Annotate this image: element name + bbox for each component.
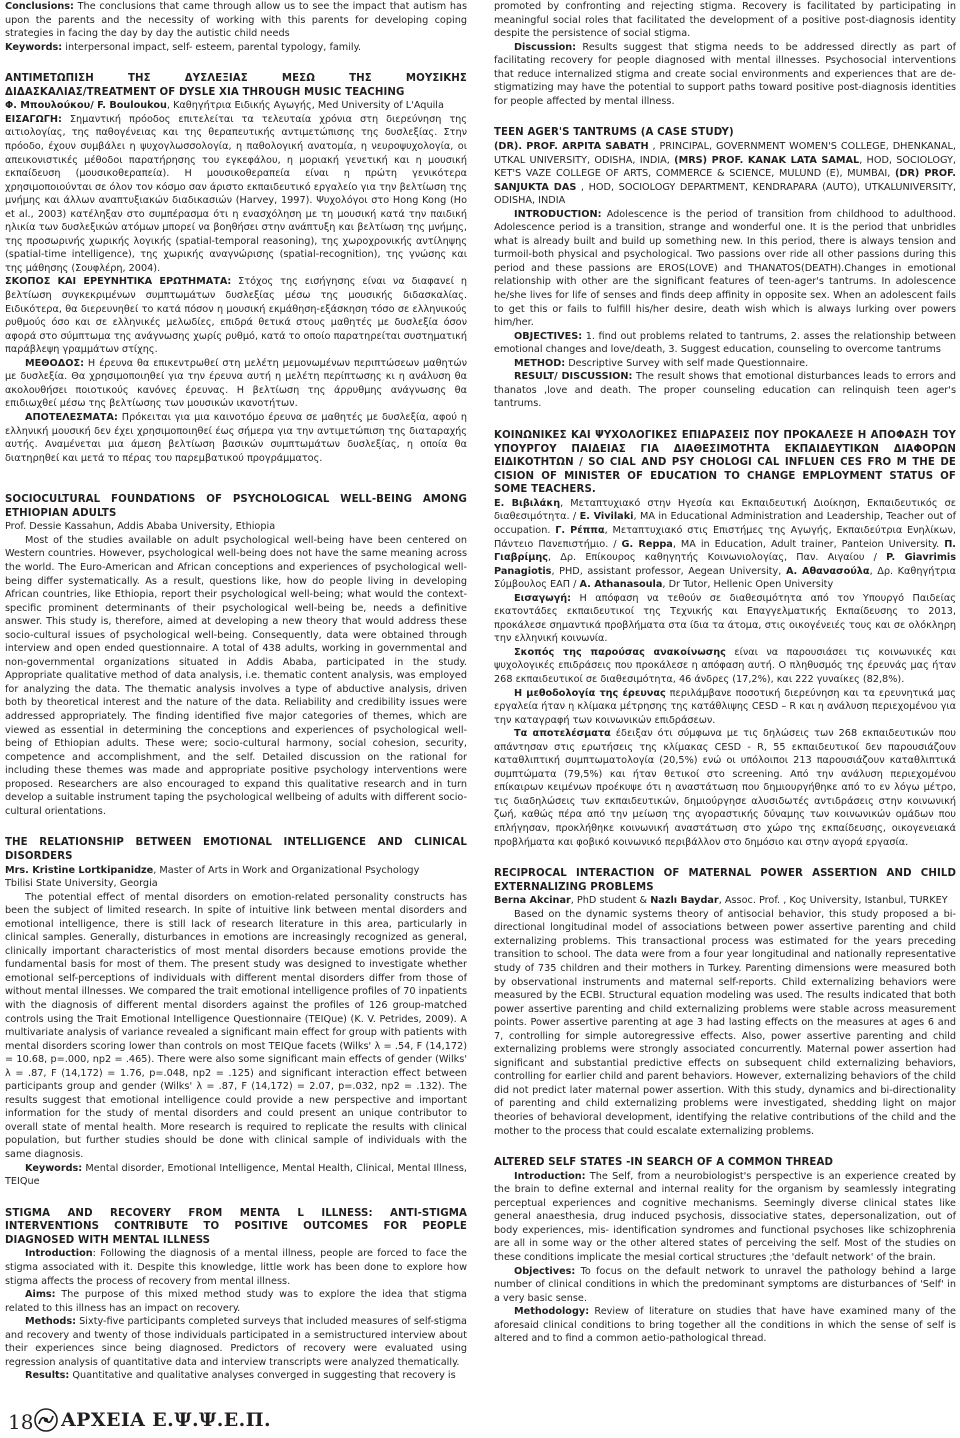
social-author-segment: , Μεταπτυχιακό στην Ηγεσία και Εκπαιδευτική Διοίκηση, Εκπαιδευτικός σε διαθεσιμότητα. / <box>494 497 956 523</box>
social-author-segment: P. Giavrimis Panagiotis <box>494 552 957 577</box>
stigma-discussion: Discussion: Results suggest that stigma needs to be addressed directly as part of facilitating recovery for people diagnosed with mental illnesses. Psychosocial interventions that reduce internalized stigma and create social environments and experiences that are de-stigmatizing may have the potential to support paths toward positive post-diagnosis identities for people affected by mental illness. <box>494 41 956 107</box>
journal-name: ΑΡΧΕΙΑ Ε.Ψ.Ψ.Ε.Π. <box>61 1409 271 1431</box>
music-title: ΑΝΤΙΜΕΤΩΠΙΣΗ ΤΗΣ ΔΥΣΛΕΞΙΑΣ ΜΕΣΩ ΤΗΣ ΜΟΥΣΙΚΗΣ ΔΙΔΑΣΚΑΛΙΑΣ/TREATMENT OF DYSLE XIA THROUGH MUSIC TEACHING <box>5 73 467 98</box>
social-author-segment: , Dr Tutor, Hellenic Open University <box>662 579 834 591</box>
teen-author-segment: , PRINCIPAL, GOVERNMENT WOMEN'S COLLEGE, DHENKANAL, UTKAL UNIVERSITY, ODISHA, INDIA, <box>494 140 956 166</box>
social-author-segment: , Δρ. Καθηγήτρια Σύμβουλος ΕΑΠ / <box>494 565 957 591</box>
ei-body: The potential effect of mental disorders on emotion-related personality constructs has been the subject of limited research. In spite of intuitive link between mental disorders and emotional intelligence, there is still lack of research literature in this area, particularly in clinical samples. Generally, disturbances in emotions are increasingly recognized as general, clinically important characteristics of most mental disorders because emotions provide the fundamental basis for most of them. The present study was designed to investigate whether emotional self-perceptions of individuals with different mental disorders differ from those of without mental illnesses. We compared the trait emotional intelligence profiles of 70 inpatients with the diagnosis of different mental disorders against the profiles of 126 group-matched controls using the Trait Emotional Intelligence Questionnaire (TEIQue) (K. V. Petrides, 2009). A multivariate analysis of variance revealed a significant main effect for group with patients with mental disorders scoring lower than controls on most TEIQue facets (Wilks' λ = .54, F (14,172) = 10.68, p=.000, np2 = .465). There were also some significant main effects of gender (Wilks' λ = .87, F (14,172) = 1.76, p=.048, np2 = .125) and significant interaction effect between participants group and gender (Wilks' λ = .87, F (14,172) = 2.07, p=.032, np2 = .132). The results suggest that emotional intelligence could provide a new perspective and important information for the study of mental disorders and could present an unique contributor to overall state of mental health. More research is required to replicate the results with clinical population, but further studies should be done with clinical sample of individuals with the same diagnosis. <box>5 891 467 1161</box>
right-column <box>494 0 956 1346</box>
conclusions-paragraph: Conclusions: The conclusions that came through allow us to see the impact that autism has upon the parents and the necessity of working with this parents for developing coping strategies in facing the day by day the autistic child needs <box>5 1 467 40</box>
stigma-continued: promoted by confronting and rejecting stigma. Recovery is facilitated by participating in meaningful social roles that facilitated the development of a positive post-diagnosis identity despite the persistence of social stigma. <box>494 1 956 40</box>
stigma-aims: Aims: The purpose of this mixed method study was to explore the idea that stigma related to this illness has an impact on recovery. <box>5 1289 467 1314</box>
social-author-segment: Π. Γιαβρίμης <box>494 538 956 564</box>
stigma-results: Results: Quantitative and qualitative analyses converged in suggesting that recovery is <box>25 1370 456 1382</box>
teen-author-segment: , HOD, SOCIOLOGY DEPARTMENT, KENDRAPARA (AUTO), UTKALUNIVERSITY, ODISHA, INDIA <box>494 181 956 207</box>
ei-affiliation: Tbilisi State University, Georgia <box>5 878 158 890</box>
social-author-segment: Α. Αθανασούλα <box>785 565 870 577</box>
music-results: ΑΠΟΤΕΛΕΣΜΑΤΑ: Πρόκειται για μια καινοτόμο έρευνα σε μαθητές με δυσλεξία, αφού η ελληνική μουσική δεν έχει χρησιμοποιηθεί έως σήμερα για την αντιμετώπιση της διαταραχής αυτής. Αναμένεται μια άμεση βελτίωση βασικών συμπτωμάτων δυσλεξίας, η οποία θα διατηρηθεί και μετά το πέρας του παρεμβατικού προγράμματος. <box>5 411 467 464</box>
social-author-segment: , Δρ. Επίκουρος καθηγητής Κοινωνιολογίας, Παν. Αιγαίου / <box>548 552 887 564</box>
social-aim: Σκοπός της παρούσας ανακοίνωσης είναι να παρουσιάσει τις κοινωνικές και ψυχολογικές επιδράσεις που προκάλεσε η απόφαση αυτή. Ο πληθυσμός της έρευνάς μας ήταν 268 εκπαιδευτικοί σε διαθεσιμότητα, 46 άνδρες (17,2%), και 222 γυναίκες (82,8%). <box>494 646 956 685</box>
teen-author-segment: (DR). PROF. ARPITA SABATH <box>494 140 649 152</box>
teen-objectives: OBJECTIVES: 1. find out problems related to tantrums, 2. asses the relationship between emotional changes and love/death, 3. Suggest education, counseling to overcome tantrums <box>494 330 956 356</box>
stigma-methods: Methods: Sixty-five participants completed surveys that included measures of self-stigma and recovery and twenty of those individuals participated in a semistructured interview about their experiences since being diagnosed. Predictors of recovery were evaluated using regression analysis of quantitative data and interview transcripts were analyzed thematically. <box>5 1316 467 1368</box>
teen-result: RESULT/ DISCUSSION: The result shows that emotional disturbances leads to errors and thanatos ,love and death. The proper counseling education can relinquish teen ager's tantrums. <box>494 371 956 410</box>
teen-title: TEEN AGER'S TANTRUMS (A CASE STUDY) <box>494 127 734 139</box>
music-aims: ΣΚΟΠΟΣ ΚΑΙ ΕΡΕΥΝΗΤΙΚΑ ΕΡΩΤΗΜΑΤΑ: Στόχος της εισήγησης είναι να διαφανεί η βελτίωση συγκεκριμένων συμπτωμάτων δυσλεξίας μέσω της μουσικής διδασκαλίας. Ειδικότερα, θα διερευνηθεί το κατά πόσον η μουσική εκμάθηση-εξάσκηση τόσο σε ελληνικούς ρυθμούς όσο και σε ελληνικές μελωδίες, επιδρά θετικά στους μαθητές με δυσλεξία όσον αφορά στο σύμπτωμα της ανάγνωσης χωρίς ρυθμό, κατά το οποίο παρατηρείται συστηματική παράβλεψη γραμμάτων στίχης. <box>5 276 467 356</box>
social-author-segment: , PHD, assistant professor, Aegean University, <box>551 565 786 577</box>
teen-author-segment: (DR) PROF. SANJUKTA DAS <box>494 168 956 193</box>
altered-objectives: Objectives: To focus on the default network to unravel the pathology behind a large number of clinical conditions in which the predominant symptoms are disturbances of 'Self' in a very basic sense. <box>494 1265 956 1304</box>
altered-methodology: Methodology: Review of literature on studies that have have examined many of the aforesaid clinical conditions to bring together all the conditions in which the sense of self is altered and to find a common aetio-pathological thread. <box>494 1306 956 1345</box>
social-author-segment: , MA in Education, Adult trainer, Panteion University. <box>672 538 945 550</box>
ei-author: Mrs. Kristine Lortkipanidze, Master of Arts in Work and Organizational Psychology <box>5 864 420 876</box>
social-author-segment: , MA in Educational Administration and Leadership, Teacher out of occupation. <box>494 511 956 536</box>
socio-author: Prof. Dessie Kassahun, Addis Ababa University, Ethiopia <box>5 521 276 533</box>
stigma-intro: Introduction: Following the diagnosis of a mental illness, people are forced to face the stigma associated with it. Despite this knowledge, little work has been done to explore how stigma affects the process of recovery from mental illness. <box>5 1248 467 1287</box>
keywords-paragraph: Keywords: interpersonal impact, self- esteem, parental typology, family. <box>5 41 362 53</box>
reciprocal-title: RECIPROCAL INTERACTION OF MATERNAL POWER ASSERTION AND CHILD EXTERNALIZING PROBLEMS <box>494 868 956 893</box>
music-method: ΜΕΘΟΔΟΣ: Η έρευνα θα επικεντρωθεί στη μελέτη μεμονωμένων περιπτώσεων μαθητών με δυσλεξία. Θα χρησιμοποιηθεί για την έρευνα αυτή η μελέτη περίπτωσης κι η ανάλυση θα ακολουθήσει ποιοτικούς κανόνες έρευνας. Η βελτίωση της άρρυθμης ανάγνωσης θα επιδιωχθεί μέσω της βελτίωσης των μουσικών ικανοτήτων. <box>5 357 467 410</box>
reciprocal-authors: Berna Akcinar, PhD student & Nazlı Baydar, Assoc. Prof. , Koç University, Istanbul, TURKEY <box>494 895 948 907</box>
social-author-segment: A. Athanasoula <box>579 579 663 591</box>
social-results: Τα αποτελέσματα έδειξαν ότι σύμφωνα με τις δηλώσεις των 268 εκπαιδευτικών που απάντησαν στις ερωτήσεις της κλίμακας CESD - R, 55 εκπαιδευτικοί δεν παρουσιάζουν καταθλιπτική συμπτωματολογία (20,5%) ενώ οι υπόλοιποι 213 παρουσιάζουν καταθλιπτικά συμπτώματα (79,5%) και ήταν θετικοί στο screening. Από την ανάλυση περιεχομένου επίκαιρων κειμένων προέκυψε ότι η αναστάτωση που δημιουργήθηκε από το εν λόγω μέτρο, τις διαδηλώσεις των εκπαιδευτικών, δημιούργησε αλυσιδωτές αντιδράσεις στην κοινωνική ζωή, καθώς πέρα από την μείωση της αγοραστικής δύναμης των κοινωνικών ομάδων που επλήγησαν, προκλήθηκε κοινωνική αναστάτωση στο χώρο της εκπαίδευσης, οικογενειακά προβλήματα και φοβικό κοινωνικό περιβάλλον στο δημόσιο και στην αγορά εργασία. <box>494 728 957 848</box>
music-author: Φ. Μπουλούκου/ F. Bouloukou, Καθηγήτρια Ειδικής Αγωγής, Med University of L'Aquila <box>5 100 444 112</box>
teen-author-segment: (MRS) PROF. KANAK LATA SAMAL <box>674 154 860 166</box>
social-method: Η μεθοδολογία της έρευνας περιλάμβανε ποσοτική διερεύνηση και τα ερευνητικά μας εργαλεία ήταν η κλίμακα μέτρησης της κατάθλιψης CESD – R και η ανάλυση περιεχομένου για την καταγραφή των κοινωνικών επιδράσεων. <box>494 687 956 726</box>
social-title: ΚΟΙΝΩΝΙΚΕΣ ΚΑΙ ΨΥΧΟΛΟΓΙΚΕΣ ΕΠΙΔΡΑΣΕΙΣ ΠΟΥ ΠΡΟΚΑΛΕΣΕ Η ΑΠΟΦΑΣΗ ΤΟΥ ΥΠΟΥΡΓΟΥ ΠΑΙΔΕΙΑΣ ΓΙΑ ΔΙΑΘΕΣΙΜΟΤΗΤΑ ΕΚΠΑΙΔΕΥΤΙΚΩΝ ΔΙΑΦΟΡΩΝ ΕΙΔΙΚΟΤΗΤΩΝ / SO CIAL AND PSY CHOLOGI CAL INFLUEN CES FRO M THE DE CISION OF MINISTER OF EDUCATION TO CHANGE EMPLOYMENT STATUS OF SOME TEACHERS. <box>494 429 956 496</box>
journal-emblem-icon <box>34 1408 58 1432</box>
teen-authors <box>494 140 956 208</box>
page-number: 18 <box>8 1410 34 1434</box>
altered-intro: Introduction: The Self, from a neurobiologist's perspective is an experience created by the brain to define external and internal reality for the organism by seamlessly integrating perceptual experiences and cognitive mechanisms. Seemingly diverse clinical states like general anaesthesia, drug induced psychosis, dissociative states, depersonalization, out of body experiences, mis- identification syndromes and functional psychoses like schizophrenia are all in some way or the other altered states of perceiving the self. Most of the studies on these conditions implicate the mesial cortical structures ;the 'default network' of the brain. <box>494 1170 956 1263</box>
music-intro: ΕΙΣΑΓΩΓΗ: Σημαντική πρόοδος επιτελείται τα τελευταία χρόνια στη διερεύνηση της αιτιολογίας, της παθογένειας και της θεραπευτικής αντιμετώπισης της δυσλεξίας. Στην πρόοδο, έχουν συμβάλει η ψυχογλωσσολογία, η παθολογική ανατομία, η νευροψυχολογία, οι απεικονιστικές μέθοδοι παρατήρησης του εγκεφάλου, η μοριακή γενετική και η μουσική εκπαίδευση (μουσικοθεραπεία). Η μουσικοθεραπεία είναι η πρώτη γενικότερα χρησιμοποιούνται σε όλον τον κόσμο σαν άριστο εκπαιδευτικό εργαλείο για την βελτίωση της μνήμης και άλλων αναπτυξιακών διαδικασιών (Harvey, 1997). Ψυχολόγοι στο Hong Kong (Ho et al., 2003) κατέληξαν στο συμπέρασμα ότι η ενασχόληση με τη μουσική κατά την παιδική ηλικία των δυσλεξικών ατόμων μπορεί να βοηθήσει στην ανάπτυξη και βελτίωση της μνήμης, της προσωρινής χωρικής λογικής (spatial-temporal reasoning), της χωροχρονικής αντίληψης (spatial-time intelligence), της χωρικής αναγνώρισης (spatial-recognition), της γνώσης και της μάθησης (Σουφλέρη, 2004). <box>5 113 467 274</box>
left-column <box>5 0 467 1383</box>
stigma-title: STIGMA AND RECOVERY FROM MENTA L ILLNESS: ANTI-STIGMA INTERVENTIONS CONTRIBUTE TO POSITIVE OUTCOMES FOR PEOPLE DIAGNOSED WITH MENTAL ILLNESS <box>5 1207 467 1246</box>
teen-method: METHOD: Descriptive Survey with self made Questionnaire. <box>514 357 809 369</box>
social-intro: Εισαγωγή: Η απόφαση να τεθούν σε διαθεσιμότητα από τον Υπουργό Παιδείας εκατοντάδες εκπαιδευτικοί της Τεχνικής και Επαγγελματικής Εκπαίδευσης το 2013, προκάλεσε σημαντικά προβλήματα στα ίδια τα άτομα, στις οικογένειές τους και σε ολόκληρη την ελληνική κοινωνία. <box>494 592 956 645</box>
social-author-segment: Ε. Βιβιλάκη <box>494 497 561 509</box>
reciprocal-body: Based on the dynamic systems theory of antisocial behavior, this study proposed a bi-directional longitudinal model of associations between power assertive parenting and child externalizing problems. This transactional process was estimated for the years preceding transition to school. The data were from a four year longitudinal and nationally representative study of 735 children and their mothers in Turkey. Parenting dimensions were measured both by observational instruments and maternal self-reports. Child externalizing behaviors were measured by the ECBI. Structural equation modeling was used. The results indicated that both power assertive parenting and child externalizing problems were stable across measurement points. Power assertive parenting at age 3 had lasting effects on the measures at ages 6 and 7, controlling for simple autoregressive effects. Also, power assertive parenting and child externalizing problems were strongly associated concurrently. Maternal power assertion had significant and substantial predictive effects on subsequent child externalizing behaviors, controlling for earlier child and parent behaviors. However, externalizing behaviors of the child did not predict later maternal power assertion. With this study, dynamics and bi-directionality of parenting and child externalizing problems were investigated, shedding light on major theories of behavioral development, identifying the relative contributions of the child and the mother to the process that could escalate externalizing problems. <box>494 908 956 1137</box>
social-authors <box>494 497 956 592</box>
page-footer <box>0 1404 960 1438</box>
altered-title: ALTERED SELF STATES -IN SEARCH OF A COMMON THREAD <box>494 1157 834 1169</box>
social-author-segment: Γ. Ρέππα <box>555 524 605 536</box>
social-author-segment: E. Vivilaki <box>579 511 634 523</box>
socio-title: SOCIOCULTURAL FOUNDATIONS OF PSYCHOLOGICAL WELL-BEING AMONG ETHIOPIAN ADULTS <box>5 494 467 519</box>
social-author-segment: , Μεταπτυχιακό στις Επιστήμες της Αγωγής, Εκπαιδεύτρια Ενηλίκων, Πάντειο Πανεπιστήμιο. / <box>494 524 956 550</box>
teen-introduction: INTRODUCTION: Adolescence is the period of transition from childhood to adulthood. Adolescence period is a transition, strange and wonderful one. It is the period that unbridles what is already built and build up something new. In this period, there is always tension and turmoil-both physical and psychological. Two passions over ride all other passions during this period and these passions are EROS(LOVE) and THANATOS(DEATH).Changes in emotional relationship with other are the significant features of teen-ager's tantrums. In adolescence he/she lives for life of senses and finds deep affinity in opposite sex. When an adolescent fails to get this or fails to fulfill his/her desire, death wish which is always lurking over powers him/her. <box>494 208 956 329</box>
ei-keywords: Keywords: Mental disorder, Emotional Intelligence, Mental Health, Clinical, Mental Illness, TEIQue <box>5 1162 467 1188</box>
journal-logo <box>34 1408 271 1432</box>
ei-title: THE RELATIONSHIP BETWEEN EMOTIONAL INTELLIGENCE AND CLINICAL DISORDERS <box>5 837 467 862</box>
social-author-segment: G. Reppa <box>621 538 673 550</box>
teen-author-segment: , HOD, SOCIOLOGY, KET'S VAZE COLLEGE OF ARTS, COMMERCE & SCIENCE, MULUND (E), MUMBAI, <box>494 154 957 180</box>
socio-body: Most of the studies available on adult psychological well-being have been centered on Western countries. However, psychological well-being does not have the same meaning across the world. The Euro-American and African conceptions and experiences of psychological well-being differ systematically. As a result, questions like, how do people living in developing African countries, like Ethiopia, report their psychological well-being; what would the context-specific prominent determinants of their psychological well-being be, needs a definitive answer. This study is, therefore, aimed at developing a new theory that would address these socio-cultural issues of psychological well-being. Consequently, data were obtained through interview and open ended questionnaire. A total of 438 adults, working in governmental and non-governmental organizations situated in Addis Ababa, participated in the study. Appropriate qualitative method of data analysis, i.e. thematic content analysis, was employed for analyzing the data. The thematic analysis involves a type of abductive analysis, driven both by theoretical interest and the nature of the data. Reliability and credibility issues were addressed appropriately. The finding identified five major categories of themes, which are viewed as essential in determining the conceptions and experiences of psychological well-being of Ethiopian adults. These were; socio-cultural harmony, social cohesion, security, competence and accomplishment, and the self. Detailed discussion on the rational for including these themes was made and appropriate positive psychology interventions were proposed. Researchers are also encouraged to expand this qualitative research and in turn develop a suitable instrument taping the psychological wellbeing of adults with different socio-cultural orientations. <box>5 534 467 817</box>
